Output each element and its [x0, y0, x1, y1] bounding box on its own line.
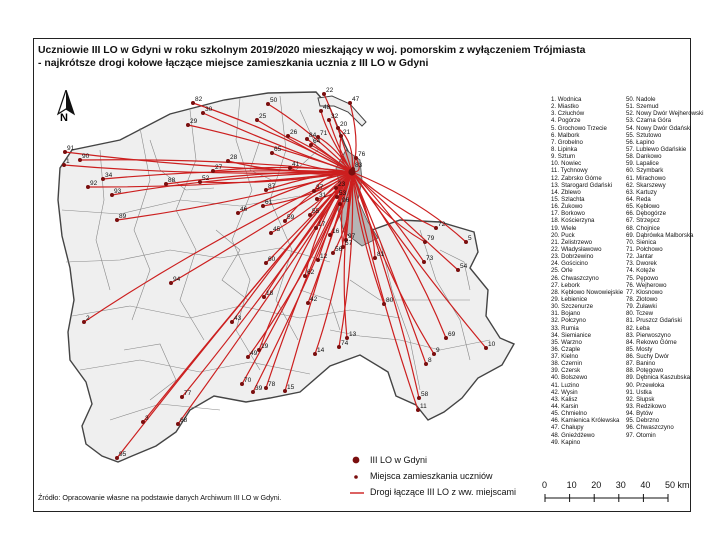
scale-label: 0 [542, 480, 548, 490]
place-list-item: 90. Przewłoka [626, 381, 665, 389]
place-list-item: 97. Otomin [626, 431, 656, 439]
place-list-item: 75. Pępowo [626, 274, 659, 282]
scale-label: 40 [640, 480, 651, 490]
place-list-item: 54. Nowy Dwór Gdański [626, 124, 692, 132]
place-list-item: 69. Dąbrówka Malborska [626, 231, 694, 239]
place-list-item: 22. Władysławowo [551, 245, 602, 253]
place-number-label: 80 [386, 297, 394, 304]
place-number-label: 87 [268, 183, 276, 190]
place-list-item: 1. Wodnica [551, 96, 582, 103]
place-number-label: 39 [255, 385, 263, 392]
place-list-item: 51. Szemud [626, 103, 659, 111]
place-number-label: 28 [230, 154, 238, 161]
scale-label: 30 [615, 480, 626, 490]
place-number-label: 56 [335, 246, 343, 253]
place-number-label: 50 [270, 97, 278, 104]
place-number-label: 2 [86, 315, 90, 322]
place-number-label: 83 [355, 162, 363, 169]
place-list-item: 74. Kotęże [626, 267, 656, 275]
place-list-item: 18. Kościerzyna [551, 217, 595, 225]
place-list-item: 7. Grobelno [551, 138, 583, 146]
place-number-label: 5 [468, 235, 472, 242]
place-list-item: 38. Czernin [551, 360, 583, 368]
place-number-label: 32 [331, 113, 339, 120]
place-list-item: 91. Ustka [626, 388, 652, 396]
place-list-item: 31. Bojano [551, 310, 581, 318]
place-list-item: 23. Dobrzewino [551, 253, 594, 261]
place-number-label: 11 [420, 403, 427, 410]
place-list-item: 13. Starogard Gdański [551, 181, 612, 189]
place-list-item: 24. Gościcino [551, 260, 588, 268]
place-list-item: 83. Pierwoszyno [626, 331, 671, 339]
place-number-label: 21 [343, 129, 351, 136]
place-list-item: 57. Lublewo Gdańskie [626, 145, 687, 153]
places-list-col1 [551, 96, 623, 446]
place-number-label: 93 [114, 188, 122, 195]
place-list-item: 76. Wejherowo [626, 281, 667, 289]
place-list-item: 80. Tczew [626, 310, 653, 318]
scale-bar-graphic [540, 494, 690, 508]
place-list-item: 87. Banino [626, 360, 656, 368]
legend-school-label: III LO w Gdyni [370, 455, 428, 465]
place-number-label: 46 [240, 206, 248, 213]
school-symbol-icon [350, 455, 366, 467]
place-number-label: 31 [319, 192, 327, 199]
place-number-label: 15 [287, 384, 295, 391]
place-number-label: 74 [341, 340, 349, 347]
place-number-label: 12 [320, 253, 328, 260]
place-list-item: 61. Mirachowo [626, 174, 666, 182]
place-number-label: 49 [250, 350, 258, 357]
place-list-item: 79. Żuławki [626, 303, 657, 311]
place-list-item: 84. Rekowo Górne [626, 338, 677, 346]
place-list-item: 35. Warzno [551, 338, 582, 346]
residence-symbol-icon [350, 471, 366, 483]
place-list-item: 85. Mosty [626, 345, 653, 353]
place-number-label: 45 [273, 226, 281, 233]
scale-label: 50 km [665, 480, 690, 490]
scale-label: 10 [566, 480, 577, 490]
place-number-label: 26 [290, 129, 298, 136]
place-list-item: 96. Chwaszczyno [626, 424, 674, 432]
place-list-item: 86. Suchy Dwór [626, 353, 670, 361]
place-number-label: 30 [205, 106, 213, 113]
place-list-item: 70. Sienica [626, 238, 657, 246]
place-list-item: 27. Łebork [551, 281, 580, 289]
place-number-label: 54 [460, 263, 468, 270]
place-number-label: 69 [448, 331, 456, 338]
place-number-label: 60 [268, 256, 276, 263]
place-number-label: 58 [421, 391, 429, 398]
place-number-label: 47 [352, 96, 360, 103]
place-list-item: 66. Dębogórze [626, 210, 666, 218]
school-marker[interactable] [348, 168, 355, 175]
place-number-label: 13 [349, 331, 357, 338]
place-list-item: 71. Połchowo [626, 245, 663, 253]
place-list-item: 15. Szlachta [551, 195, 585, 203]
place-list-item: 94. Bytów [626, 410, 653, 418]
place-list-item: 32. Połczyno [551, 317, 586, 325]
place-list-item: 20. Puck [551, 231, 575, 239]
place-list-item: 95. Debrzno [626, 417, 660, 425]
places-list-col2 [626, 96, 703, 439]
north-arrow [54, 90, 78, 126]
place-number-label: 20 [340, 121, 348, 128]
place-list-item: 14. Zblewo [551, 188, 581, 196]
place-list-item: 9. Sztum [551, 153, 576, 161]
place-list-item: 81. Pruszcz Gdański [626, 317, 682, 325]
title-line-1: Uczniowie III LO w Gdyni w roku szkolnym 2019/2020 mieszkający w woj. pomorskim z wyłączeniem Trójmiasta [38, 45, 586, 56]
place-list-item: 52. Nowy Dwór Wejherowski [626, 110, 704, 118]
place-list-item: 16. Żukowo [551, 203, 583, 211]
place-number-label: 1 [66, 158, 70, 165]
place-number-label: 73 [426, 255, 434, 262]
place-list-item: 65. Kębłowo [626, 203, 660, 211]
place-number-label: 48 [323, 104, 331, 111]
scale-label: 20 [591, 480, 602, 490]
place-list-item: 10. Nowiec [551, 160, 582, 168]
place-list-item: 50. Nadole [626, 96, 656, 103]
place-number-label: 14 [317, 347, 325, 354]
place-list-item: 8. Lipinka [551, 145, 578, 153]
place-number-label: 64 [313, 138, 321, 145]
place-list-item: 56. Łapino [626, 138, 655, 146]
place-number-label: 22 [326, 87, 334, 94]
place-number-label: 34 [105, 172, 113, 179]
place-number-label: 79 [427, 235, 435, 242]
place-list-item: 19. Wiele [551, 224, 577, 232]
place-list-item: 37. Kielno [551, 353, 579, 361]
place-number-label: 55 [312, 208, 320, 215]
place-list-item: 72. Jantar [626, 253, 654, 261]
place-list-item: 48. Gnieżdżewo [551, 431, 595, 439]
place-list-item: 33. Rumia [551, 324, 579, 332]
place-list-item: 55. Sztutowo [626, 131, 662, 139]
place-number-label: 57 [345, 240, 353, 247]
place-number-label: 78 [268, 381, 276, 388]
place-number-label: 65 [274, 146, 282, 153]
place-number-label: 82 [195, 96, 203, 103]
place-list-item: 11. Tychnowy [551, 167, 588, 175]
place-number-label: 27 [215, 164, 223, 171]
place-list-item: 3. Człuchów [551, 110, 585, 118]
place-number-label: 29 [190, 118, 198, 125]
legend-residences-label: Miejsca zamieszkania uczniów [370, 471, 493, 481]
place-number-label: 37 [316, 184, 324, 191]
place-list-item: 77. Kłosnowo [626, 288, 663, 296]
place-list-item: 43. Kalisz [551, 395, 578, 403]
place-list-item: 64. Reda [626, 195, 651, 203]
place-number-label: 94 [173, 276, 181, 283]
place-list-item: 60. Szymbark [626, 167, 664, 175]
place-list-item: 68. Chojnice [626, 224, 660, 232]
place-list-item: 59. Lapalice [626, 160, 659, 168]
place-number-label: 91 [67, 145, 75, 152]
place-list-item: 92. Słupsk [626, 395, 655, 403]
place-list-item: 28. Kębłowo Nowowiejskie [551, 288, 624, 296]
place-list-item: 93. Redzikowo [626, 403, 666, 411]
place-list-item: 62. Skarszewy [626, 181, 666, 189]
place-number-label: 97 [348, 233, 356, 240]
place-number-label: 89 [119, 213, 127, 220]
place-list-item: 30. Szczenurze [551, 303, 594, 311]
place-number-label: 71 [320, 130, 328, 137]
place-list-item: 39. Czersk [551, 367, 581, 375]
place-number-label: 10 [488, 341, 496, 348]
place-list-item: 40. Bolszewo [551, 374, 588, 382]
place-number-label: 17 [318, 221, 326, 228]
place-number-label: 62 [307, 269, 315, 276]
road-symbol-icon [350, 487, 366, 499]
place-number-label: 95 [119, 451, 127, 458]
place-list-item: 89. Dębnica Kaszubska [626, 374, 691, 382]
place-number-label: 59 [287, 214, 295, 221]
place-number-label: 52 [202, 175, 210, 182]
place-list-item: 45. Chmielno [551, 410, 587, 418]
place-number-label: 70 [244, 377, 252, 384]
place-list-item: 88. Potęgowo [626, 367, 664, 375]
place-number-label: 16 [332, 228, 340, 235]
place-list-item: 26. Chwaszczyno [551, 274, 599, 282]
place-number-label: 88 [168, 177, 176, 184]
scale-bar [540, 480, 690, 510]
place-number-label: 72 [438, 221, 446, 228]
place-list-item: 53. Czarna Góra [626, 117, 672, 125]
place-list-item: 29. Łebienice [551, 295, 588, 303]
place-number-label: 96 [342, 197, 350, 204]
place-list-item: 73. Dworek [626, 260, 657, 268]
north-label: N [60, 112, 68, 124]
place-number-label: 19 [261, 343, 269, 350]
place-list-item: 67. Strzepcz [626, 217, 660, 225]
place-list-item: 63. Kartuzy [626, 188, 657, 196]
place-list-item: 44. Karsin [551, 403, 579, 411]
place-number-label: 9 [436, 347, 440, 354]
place-list-item: 17. Borkowo [551, 210, 585, 218]
place-number-label: 41 [292, 161, 300, 168]
place-list-item: 25. Orle [551, 267, 573, 275]
place-number-label: 53 [339, 190, 347, 197]
place-list-item: 6. Malbork [551, 131, 580, 139]
place-number-label: 3 [145, 415, 149, 422]
place-list-item: 2. Miastko [551, 103, 579, 111]
place-number-label: 18 [266, 290, 274, 297]
place-list-item: 12. Zabrsko Górne [551, 174, 602, 182]
place-number-label: 77 [184, 390, 192, 397]
place-number-label: 8 [428, 357, 432, 364]
place-number-label: 68 [180, 417, 188, 424]
place-number-label: 84 [309, 132, 317, 139]
place-list-item: 47. Chałupy [551, 424, 584, 432]
place-list-item: 42. Wysin [551, 388, 578, 396]
place-list-item: 46. Kamienica Królewska [551, 417, 620, 425]
place-list-item: 4. Pogórze [551, 117, 581, 125]
place-list-item: 34. Siemianice [551, 331, 591, 339]
place-number-label: 43 [234, 315, 242, 322]
place-list-item: 5. Grochowo Trzecie [551, 124, 607, 132]
place-list-item: 41. Luzino [551, 381, 580, 389]
place-number-label: 92 [90, 180, 98, 187]
place-number-label: 76 [358, 151, 366, 158]
place-number-label: 61 [265, 199, 273, 206]
title-line-2: - najkrótsze drogi kołowe łączące miejsce zamieszkania ucznia z III LO w Gdyni [38, 58, 429, 69]
place-number-label: 25 [259, 113, 267, 120]
place-number-label: 42 [310, 296, 318, 303]
place-number-label: 81 [377, 251, 385, 258]
place-list-item: 49. Kapino [551, 438, 581, 446]
place-list-item: 36. Czaple [551, 345, 581, 353]
place-list-item: 58. Dankowo [626, 153, 662, 161]
legend-roads-label: Drogi łączące III LO z ww. miejscami [370, 487, 517, 497]
place-list-item: 82. Łeba [626, 324, 650, 332]
place-number-label: 23 [338, 181, 346, 188]
place-list-item: 21. Żelistrzewo [551, 238, 592, 246]
place-number-label: 90 [82, 153, 90, 160]
place-list-item: 78. Złotowo [626, 295, 658, 303]
source-note: Źródło: Opracowanie własne na podstawie danych Archiwum III LO w Gdyni. [38, 493, 282, 502]
